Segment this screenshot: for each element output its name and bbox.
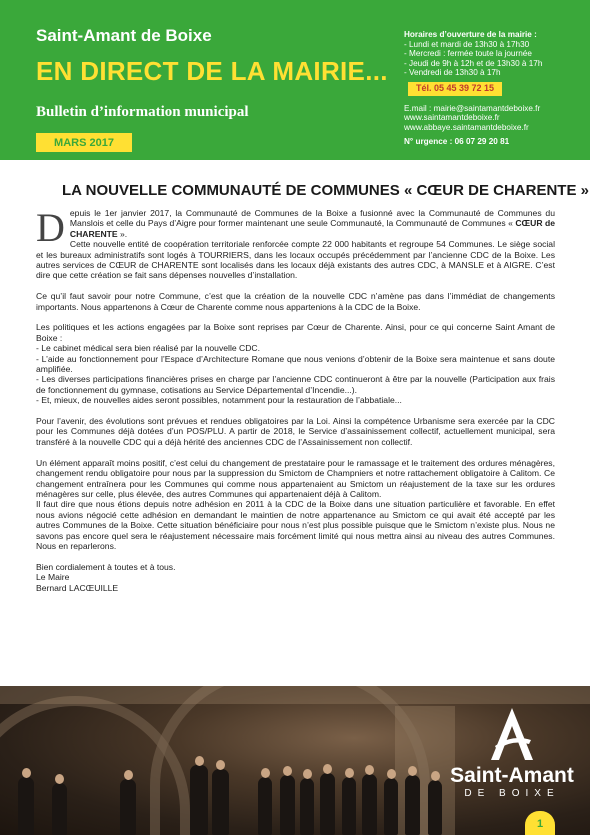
person-figure bbox=[405, 775, 420, 835]
contact-block bbox=[404, 104, 584, 133]
phone-badge: Tél. 05 45 39 72 15 bbox=[408, 82, 502, 96]
person-figure bbox=[342, 777, 356, 835]
person-figure bbox=[190, 765, 208, 835]
paragraph-intro bbox=[36, 205, 555, 281]
paragraph-smictom: Il faut dire que nous étions depuis notre adhésion en 2011 à la CDC de la Boixe dans une situation particulière et favorable. En effet nous avions négocié cette adhésion en demandant le maintien de notre appartenance au Smictom ce qui avait été accepté par les autres Communes de la Boixe. Cette situation bénéficiaire pour nous n’est plus possible puisque que le Smictom n’existe plus. Nous ne savons pas encore quel sera le réajustement nécessaire mais forcément limité qui nous mettra ainsi au niveau des autres Communes. Nous en reparlerons. bbox=[36, 499, 555, 551]
issue-date: MARS 2017 bbox=[36, 133, 132, 152]
bulletin-title: EN DIRECT DE LA MAIRIE... bbox=[36, 56, 388, 86]
policy-item: - Le cabinet médical sera bien réalisé par la nouvelle CDC. bbox=[36, 343, 261, 354]
person-figure bbox=[212, 769, 229, 835]
paragraph-commune: Ce qu’il faut savoir pour notre Commune, c’est que la création de la nouvelle CDC n’amène pas dans l’immédiat de changements importants. Nous appartenons à Cœur de Charente comme nous appartenions à la CDC de la Boixe. bbox=[36, 291, 555, 312]
email-link[interactable]: E.mail : mairie@saintamantdeboixe.fr bbox=[404, 103, 541, 113]
paragraph-policies bbox=[36, 322, 555, 405]
vault-band bbox=[0, 686, 590, 704]
person-figure bbox=[120, 779, 136, 835]
person-figure bbox=[320, 773, 335, 835]
stone-pillar bbox=[395, 706, 455, 835]
hours-line: - Jeudi de 9h à 12h et de 13h30 à 17h bbox=[404, 58, 543, 68]
signature-block bbox=[36, 562, 555, 593]
logo-name: Saint-Amant bbox=[450, 764, 574, 787]
policies-intro: Les politiques et les actions engagées par la Boixe sont reprises par Cœur de Charente. Ainsi, pour ce qui concerne Saint Amant de Boixe : bbox=[36, 322, 555, 343]
person-figure bbox=[362, 774, 377, 835]
closing-line: Bien cordialement à toutes et à tous. bbox=[36, 561, 176, 572]
intro-line: de Communes du Manslois et celle du Pays d’Aigre pour former maintenant une seule Communauté, la bbox=[69, 208, 555, 229]
policy-item: - Les diverses participations financières prises en charge par l’ancienne CDC continueront à être par la nouvelle (Participation aux frais de fonctionnement du gymnase, cotisations au Service Départemental d’Incendie...). bbox=[36, 374, 555, 395]
policy-item: - Et, mieux, de nouvelles aides seront possibles, notamment pour la restauration de l’abbatiale... bbox=[36, 395, 402, 406]
person-figure bbox=[280, 775, 295, 835]
person-figure bbox=[258, 777, 272, 835]
emergency-number: N° urgence : 06 07 29 20 81 bbox=[404, 137, 510, 147]
abbey-website-link[interactable]: www.abbaye.saintamantdeboixe.fr bbox=[404, 122, 529, 132]
website-link[interactable]: www.saintamantdeboixe.fr bbox=[404, 113, 500, 123]
hours-line: - Mercredi : fermée toute la journée bbox=[404, 49, 532, 59]
cdc-name-bold: CŒUR de CHARENTE bbox=[69, 218, 555, 239]
intro-rest: Cette nouvelle entité de coopération territoriale renforcée compte 22 000 habitants et regroupe 54 Communes. Le siège social et les bureaux administratifs sont logés à TOURRIERS, dans les locaux occupés précédemment par l’ancienne CDC de la Boixe. Les autres services de CŒUR de CHARENTE sont localisés dans les locaux déjà existants des autres CDC, à MANSLE et à AIGRE. C’est dire que cette création se fait sans dépenses nouvelles d’installation. bbox=[36, 239, 555, 281]
intro-line-end: ». bbox=[117, 228, 128, 239]
person-figure bbox=[18, 777, 34, 835]
paragraph-future: Pour l’avenir, des évolutions sont prévues et rendues obligatoires par la Loi. Ainsi la compétence Urbanisme sera exercée par la CDC pour les Communes déjà dotées d’un POS/PLU. A partir de 2018, le Service d’assainissement collectif, actuellement municipal, sera transféré à la nouvelle CDC qui a déjà hérité des anciennes CDC de l’Assainissement non collectif. bbox=[36, 416, 555, 447]
town-logo bbox=[448, 706, 576, 799]
paragraph-waste: Un élément apparaît moins positif, c’est celui du changement de prestataire pour le ramassage et le traitement des ordures ménagères, changement rendu obligatoire pour nous par la suppression du Smictom de Champniers et notre rattachement obligatoire à Calitom. Ce changement entraînera pour les Communes qui comme nous appartenaient au Smictom un réajustement de la taxe sur les ordures ménagères sur celle, plus élevée, des autres Communes qui appartenaient déjà à Calitom. bbox=[36, 457, 555, 499]
intro-line: epuis le 1er janvier 2017, la Communauté de Communes de la Boixe a fusionné avec la Communauté bbox=[69, 208, 481, 218]
hours-line: - Vendredi de 13h30 à 17h bbox=[404, 68, 501, 78]
article-body bbox=[36, 205, 555, 593]
policy-item: - L’aide au fonctionnement pour l’Espace d’Architecture Romane que nous venions d’obtenir de la Boixe sera maintenue et sans doute amplifiée. bbox=[36, 353, 555, 375]
person-figure bbox=[300, 778, 314, 835]
abbey-a-icon bbox=[485, 706, 539, 762]
signature-role: Le Maire bbox=[36, 572, 70, 583]
hours-title: Horaires d’ouverture de la mairie : bbox=[404, 30, 537, 39]
intro-line: Communauté de Communes « bbox=[395, 218, 516, 229]
opening-hours-panel bbox=[404, 30, 584, 147]
header-banner bbox=[0, 0, 590, 160]
person-figure bbox=[428, 780, 442, 835]
ceremony-photo bbox=[0, 686, 590, 835]
bulletin-subtitle: Bulletin d’information municipal bbox=[36, 104, 249, 120]
article-title: LA NOUVELLE COMMUNAUTÉ DE COMMUNES « CŒUR DE CHARENTE » bbox=[62, 182, 589, 199]
drop-cap: D bbox=[36, 205, 65, 250]
town-name: Saint-Amant de Boixe bbox=[36, 26, 212, 45]
page-number: 1 bbox=[525, 811, 555, 835]
hours-line: - Lundi et mardi de 13h30 à 17h30 bbox=[404, 39, 530, 49]
person-figure bbox=[52, 783, 67, 835]
signature-name: Bernard LACŒUILLE bbox=[36, 582, 119, 593]
logo-subtitle: DE BOIXE bbox=[464, 788, 560, 799]
person-figure bbox=[384, 778, 398, 835]
